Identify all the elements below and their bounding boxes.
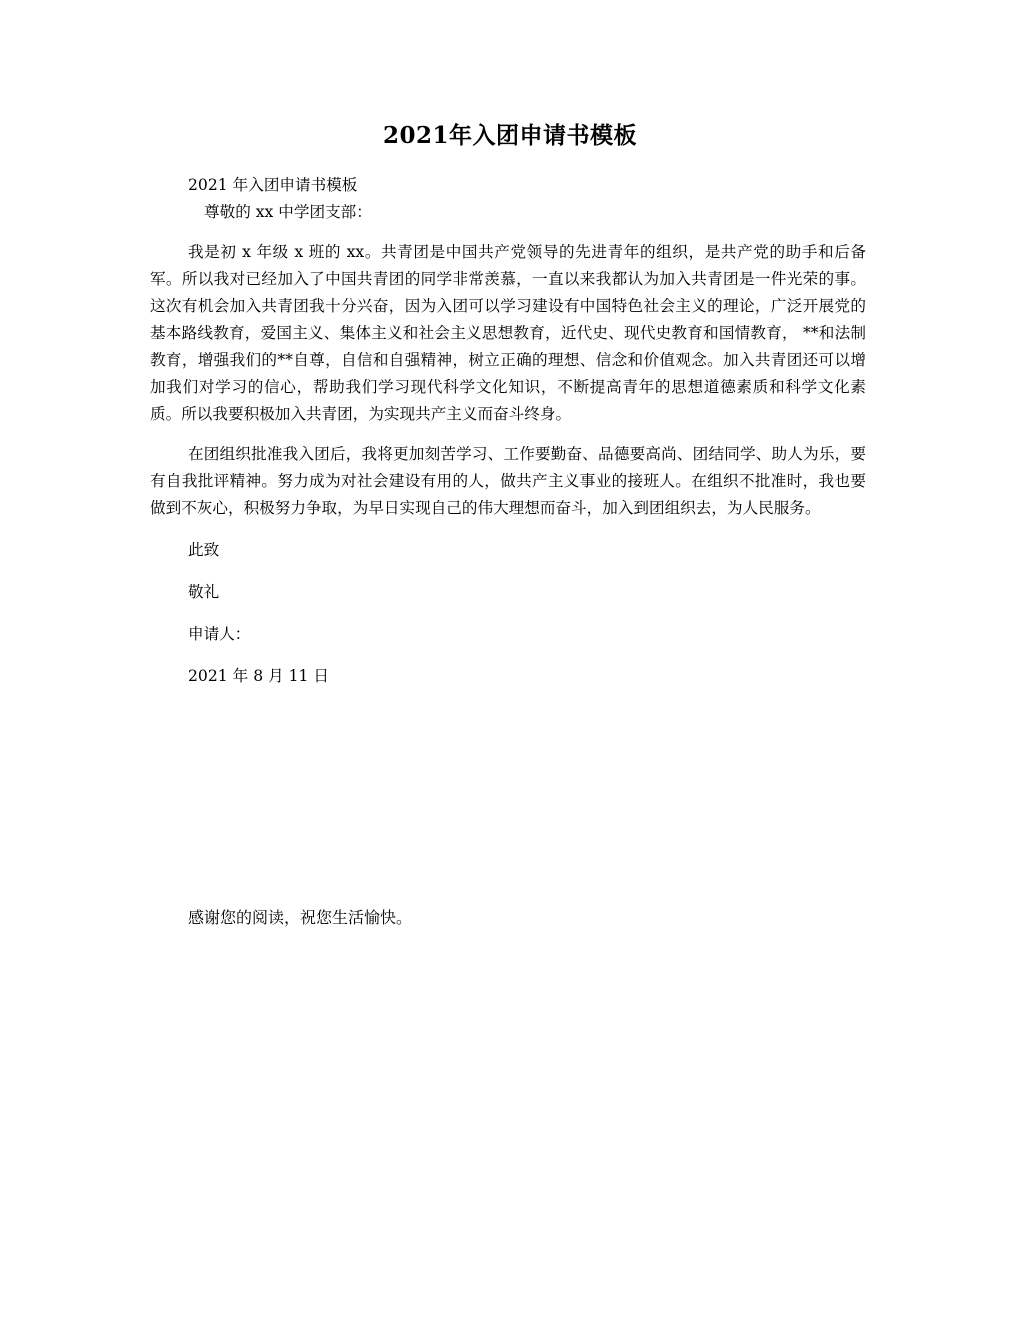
signature-date: 2021 年 8 月 11 日 <box>188 667 330 685</box>
closing-salute: 敬礼 <box>188 583 220 601</box>
applicant-label: 申请人： <box>188 625 251 643</box>
document-subtitle: 2021 年入团申请书模板 <box>188 176 358 194</box>
document-body <box>150 172 866 690</box>
salutation: 尊敬的 xx 中学团支部： <box>204 203 372 221</box>
document-title: 2021年入团申请书模板 <box>382 122 637 149</box>
body-paragraph-1: 我是初 x 年级 x 班的 xx。共青团是中国共产党领导的先进青年的组织，是共产党的助手和后备军。所以我对已经加入了中国共青团的同学非常羡慕，一直以来我都认为加入共青团是一件光荣的事。这次有机会加入共青团我十分兴奋，因为入团可以学习建设有中国特色社会主义的理论，广泛开展党的基本路线教育，爱国主义、集体主义和社会主义思想教育，近代史、现代史教育和国情教育， **和法制教育，增强我们的**自尊，自信和自强精神，树立正确的理想、信念和价值观念。加入共青团还可以增加我们对学习的信心，帮助我们学习现代科学文化知识，不断提高青年的思想道德素质和科学文化素质。所以我要积极加入共青团，为实现共产主义而奋斗终身。 <box>150 243 866 423</box>
closing-greeting: 此致 <box>188 541 220 559</box>
footer-note: 感谢您的阅读，祝您生活愉快。 <box>188 908 413 927</box>
body-paragraph-2: 在团组织批准我入团后，我将更加刻苦学习、工作要勤奋、品德要高尚、团结同学、助人为乐，要有自我批评精神。努力成为对社会建设有用的人，做共产主义事业的接班人。在组织不批准时，我也要做到不灰心，积极努力争取，为早日实现自己的伟大理想而奋斗，加入到团组织去，为人民服务。 <box>150 445 866 517</box>
